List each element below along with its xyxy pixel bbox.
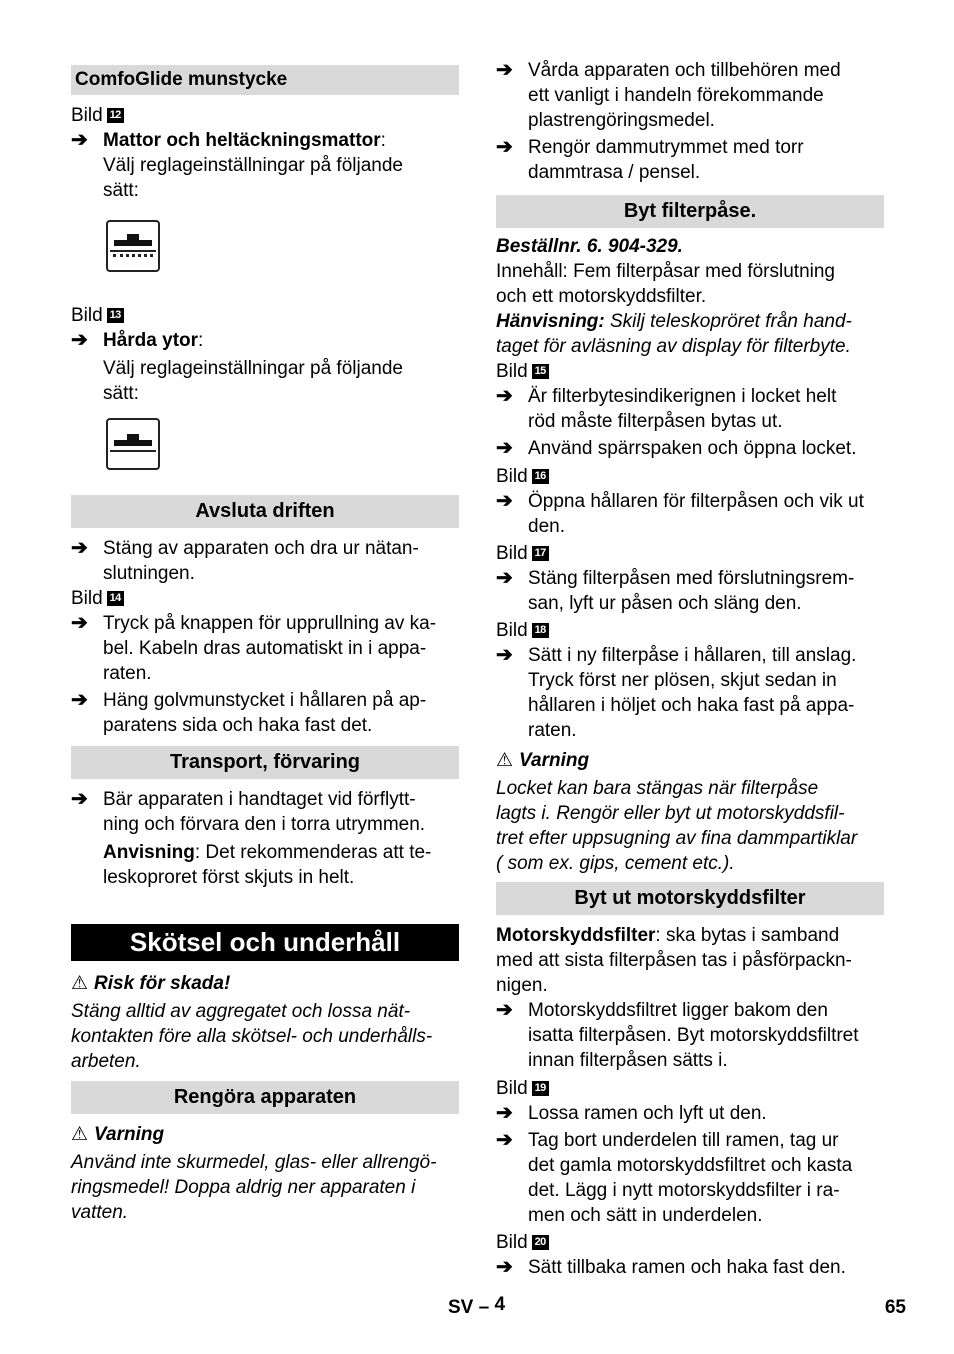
arrow-icon: ➔ bbox=[496, 59, 513, 81]
anvisning-note: Anvisning: Det rekommenderas att te- leskoproret först skjuts in helt. bbox=[103, 842, 432, 888]
list-item-mattor: ➔ Mattor och heltäckningsmattor: Välj reglageinställningar på följande sätt: bbox=[71, 129, 403, 201]
warning-icon: ⚠ bbox=[71, 1124, 89, 1145]
figure-number-badge: 12 bbox=[107, 108, 124, 123]
arrow-icon: ➔ bbox=[496, 437, 513, 459]
arrow-icon: ➔ bbox=[496, 136, 513, 158]
arrow-icon: ➔ bbox=[496, 385, 513, 407]
list-item-motor: ➔ Motorskyddsfiltret ligger bakom den isatta filterpåsen. Byt motorskyddsfiltret innan filterpåsen sätts i. bbox=[496, 999, 859, 1071]
list-item-rengor-damm: ➔ Rengör dammutrymmet med torr dammtrasa / pensel. bbox=[496, 136, 804, 183]
left-column bbox=[71, 58, 459, 1225]
figure-ref-12: Bild 12 bbox=[71, 103, 459, 128]
list-item-avsluta-1: ➔ Stäng av apparaten och dra ur nätan- slutningen. bbox=[71, 537, 419, 584]
section-heading-motorskyddsfilter: Byt ut motorskyddsfilter bbox=[496, 882, 884, 915]
figure-number-badge: 13 bbox=[107, 308, 124, 323]
chapter-heading-skotsel: Skötsel och underhåll bbox=[71, 924, 459, 961]
list-item-transport: ➔ Bär apparaten i handtaget vid förflytt- ning och förvara den i torra utrymmen. bbox=[71, 788, 426, 835]
arrow-icon: ➔ bbox=[496, 1256, 513, 1278]
figure-ref-16: Bild 16 bbox=[496, 464, 884, 489]
figure-number-badge: 14 bbox=[107, 591, 124, 606]
list-item-harda: ➔ Hårda ytor: bbox=[71, 329, 204, 351]
risk-heading: ⚠ Risk för skada! bbox=[71, 973, 231, 994]
arrow-icon: ➔ bbox=[71, 129, 88, 151]
hard-floor-setting-icon bbox=[106, 418, 160, 470]
arrow-icon: ➔ bbox=[496, 1129, 513, 1151]
list-item-f19-2: ➔ Tag bort underdelen till ramen, tag ur det gamla motorskyddsfiltret och kasta det. Lägg i nytt motorskyddsfilter i ra- men och sätt in underdelen. bbox=[496, 1129, 853, 1226]
list-item-f18: ➔ Sätt i ny filterpåse i hållaren, till anslag. Tryck först ner plösen, skjut sedan in hållaren i höljet och haka fast på appa- raten. bbox=[496, 644, 857, 741]
section-heading-avsluta: Avsluta driften bbox=[71, 495, 459, 528]
arrow-icon: ➔ bbox=[71, 537, 88, 559]
order-number: Beställnr. 6. 904-329. bbox=[496, 236, 683, 257]
arrow-icon: ➔ bbox=[496, 567, 513, 589]
list-item-f20: ➔ Sätt tillbaka ramen och haka fast den. bbox=[496, 1256, 846, 1278]
section-heading-rengora: Rengöra apparaten bbox=[71, 1081, 459, 1114]
harda-instruction: Välj reglageinställningar på följande sätt: bbox=[103, 358, 403, 404]
figure-ref-18: Bild 18 bbox=[496, 618, 884, 643]
arrow-icon: ➔ bbox=[71, 788, 88, 810]
arrow-icon: ➔ bbox=[496, 999, 513, 1021]
list-item-f19-1: ➔ Lossa ramen och lyft ut den. bbox=[496, 1102, 767, 1124]
motor-intro: Motorskyddsfilter: ska bytas i samband med att sista filterpåsen tas i påsförpackn- nigen. bbox=[496, 925, 852, 996]
warning-icon: ⚠ bbox=[496, 750, 514, 771]
footer-section-label: SV – 4 bbox=[448, 1294, 506, 1318]
warning-icon: ⚠ bbox=[71, 973, 89, 994]
list-item-varda: ➔ Vårda apparaten och tillbehören med ett vanligt i handeln förekommande plastrengöringsmedel. bbox=[496, 59, 841, 131]
varning-text-right: Locket kan bara stängas när filterpåse lagts i. Rengör eller byt ut motorskyddsfil- tret efter uppsugning av fina dammpartiklar ( som ex. gips, cement etc.). bbox=[496, 778, 858, 874]
contents-text: Innehåll: Fem filterpåsar med förslutning och ett motorskyddsfilter. bbox=[496, 261, 835, 307]
list-item-f15-2: ➔ Använd spärrspaken och öppna locket. bbox=[496, 437, 857, 459]
figure-ref-13: Bild 13 bbox=[71, 303, 459, 328]
risk-text: Stäng alltid av aggregatet och lossa nät- kontakten före alla skötsel- och underhålls- arbeten. bbox=[71, 1001, 433, 1072]
figure-number-badge: 20 bbox=[532, 1235, 549, 1250]
section-heading-comfoglide: ComfoGlide munstycke bbox=[71, 65, 459, 95]
list-item-avsluta-2: ➔ Tryck på knappen för upprullning av ka- bel. Kabeln dras automatiskt in i appa- raten. bbox=[71, 612, 437, 684]
section-heading-byt-filterpase: Byt filterpåse. bbox=[496, 195, 884, 228]
list-item-avsluta-3: ➔ Häng golvmunstycket i hållaren på ap- paratens sida och haka fast det. bbox=[71, 689, 427, 736]
figure-number-badge: 18 bbox=[532, 623, 549, 638]
figure-number-badge: 17 bbox=[532, 546, 549, 561]
list-item-f17: ➔ Stäng filterpåsen med förslutningsrem- san, lyft ur påsen och släng den. bbox=[496, 567, 855, 614]
figure-ref-15: Bild 15 bbox=[496, 359, 884, 384]
figure-number-badge: 16 bbox=[532, 469, 549, 484]
figure-number-badge: 19 bbox=[532, 1081, 549, 1096]
figure-ref-20: Bild 20 bbox=[496, 1230, 884, 1255]
arrow-icon: ➔ bbox=[496, 490, 513, 512]
list-item-f16: ➔ Öppna hållaren för filterpåsen och vik ut den. bbox=[496, 490, 864, 537]
figure-ref-19: Bild 19 bbox=[496, 1076, 884, 1101]
figure-ref-17: Bild 17 bbox=[496, 541, 884, 566]
list-item-f15-1: ➔ Är filterbytesindikerignen i locket helt röd måste filterpåsen bytas ut. bbox=[496, 385, 837, 432]
figure-ref-14: Bild 14 bbox=[71, 586, 459, 611]
hanvisning-note: Hänvisning: Skilj teleskopröret från hand- taget för avläsning av display för filterbyte. bbox=[496, 311, 852, 357]
arrow-icon: ➔ bbox=[71, 612, 88, 634]
varning-heading-right: ⚠ Varning bbox=[496, 750, 590, 771]
arrow-icon: ➔ bbox=[496, 1102, 513, 1124]
page-number: 65 bbox=[884, 1297, 906, 1318]
section-heading-transport: Transport, förvaring bbox=[71, 746, 459, 779]
figure-number-badge: 15 bbox=[532, 364, 549, 379]
varning-text: Använd inte skurmedel, glas- eller allrengö- ringsmedel! Doppa aldrig ner apparaten i vatten. bbox=[71, 1152, 437, 1223]
right-column bbox=[496, 58, 884, 1280]
carpet-setting-icon bbox=[106, 220, 160, 272]
varning-heading: ⚠ Varning bbox=[71, 1124, 165, 1145]
arrow-icon: ➔ bbox=[71, 689, 88, 711]
arrow-icon: ➔ bbox=[496, 644, 513, 666]
arrow-icon: ➔ bbox=[71, 329, 88, 351]
